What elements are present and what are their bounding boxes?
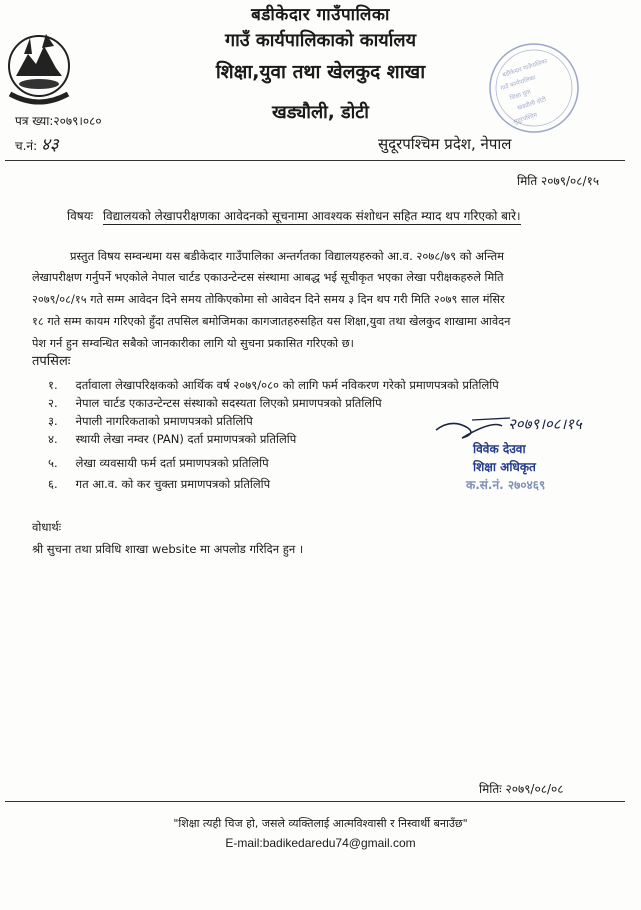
list-item-number: ५.: [48, 456, 58, 470]
list-item-number: ४.: [48, 432, 58, 446]
svg-text:शिक्षा युवा: शिक्षा युवा: [508, 88, 532, 102]
svg-text:बडीकेदार गाउँपालिका: बडीकेदार गाउँपालिका: [501, 57, 549, 79]
header-line-4: खड्यौली, डोटी: [272, 102, 369, 123]
patra-sankhya: पत्र ख्या:२०७९।०८०: [15, 114, 102, 128]
signature-date: २०७९।०८।१५: [508, 415, 582, 433]
list-item: [48, 396, 382, 411]
list-item-text: नेपाली नागरिकताको प्रमाणपत्रको प्रतिलिपि: [75, 414, 253, 428]
subject-text: विद्यालयको लेखापरीक्षणका आवेदनको सूचनामा आवश्यक संशोधन सहित म्याद थप गरिएको बारे।: [102, 209, 521, 223]
footer-quote: "शिक्षा त्यही चिज हो, जसले व्यक्तिलाई आत्मविश्वासी र निस्वार्थी बनाउँछ": [173, 817, 468, 830]
header-rule: [5, 160, 625, 161]
tapsil-label: तपसिलः: [32, 354, 71, 369]
list-item-text: गत आ.व. को कर चुक्ता प्रमाणपत्रको प्रतिलिपि: [75, 477, 271, 491]
bodharth-text: श्री सुचना तथा प्रविधि शाखा website मा अपलोड गरिदिन हुन ।: [32, 542, 304, 556]
office-stamp: [486, 40, 582, 136]
list-item: [48, 456, 269, 471]
subject-label: विषयः: [67, 209, 94, 223]
svg-text:सुदूरपश्चिम: सुदूरपश्चिम: [512, 111, 539, 126]
subject: [67, 207, 521, 224]
footer-email: E-mail:badikedaredu74@gmail.com: [225, 836, 416, 850]
list-item: [48, 414, 253, 429]
list-item-text: दर्तावाला लेखापरिक्षकको आर्थिक वर्ष २०७९/०८० को लागि फर्म नविकरण गरेको प्रमाणपत्रको प्रतिलिपि: [75, 378, 499, 392]
date-top: मिति २०७९/०८/१५: [517, 174, 600, 188]
list-item-number: १.: [48, 378, 58, 392]
header-line-1: बडीकेदार गाउँपालिका: [251, 5, 390, 25]
signatory-title: शिक्षा अधिकृत: [473, 460, 536, 474]
header-line-3: शिक्षा,युवा तथा खेलकुद शाखा: [215, 61, 426, 83]
svg-text:खड्यौली डोटी: खड्यौली डोटी: [516, 96, 548, 112]
body-line-1: प्रस्तुत विषय सम्वन्धमा यस बडीकेदार गाउँपालिका अन्तर्गतका विद्यालयहरुको आ.व. २०७८/७९ को अन्तिम: [70, 249, 504, 263]
list-item-text: लेखा व्यवसायी फर्म दर्ता प्रमाणपत्रको प्रतिलिपि: [75, 456, 269, 470]
list-item-number: ३.: [48, 414, 58, 428]
list-item: [48, 378, 499, 393]
header-line-2: गाउँ कार्यपालिकाको कार्यालय: [224, 30, 417, 51]
body-line-5: पेश गर्न हुन सम्वन्धित सबैको जानकारीका लागि यो सुचना प्रकासित गरिएको छ।: [32, 337, 354, 350]
svg-text:गाउँ कार्यपालिका: गाउँ कार्यपालिका: [499, 74, 537, 93]
bodharth-label: वोधार्थः: [32, 520, 62, 534]
footer-rule: [5, 801, 625, 802]
date-bottom: मितिः २०७९/०८/०८: [479, 782, 564, 796]
signatory-code: क.सं.नं. २७०४६९: [466, 478, 546, 492]
chalani-number: [15, 132, 59, 155]
chalani-value: ४३: [40, 135, 59, 155]
list-item: [48, 477, 270, 492]
list-item-text: नेपाल चार्टड एकाउन्टेन्टस संस्थाको सदस्यता लिएको प्रमाणपत्रको प्रतिलिपि: [75, 396, 382, 410]
chalani-label: च.नं:: [15, 139, 38, 153]
list-item: [48, 432, 296, 447]
list-item-number: २.: [48, 396, 58, 410]
list-item-text: स्थायी लेखा नम्वर (PAN) दर्ता प्रमाणपत्रको प्रतिलिपि: [75, 432, 297, 446]
list-item-number: ६.: [48, 477, 58, 491]
body-line-4: १८ गते सम्म कायम गरिएकाे हुँदा तपसिल बमोजिमका कागजातहरुसहित यस शिक्षा,युवा तथा खेलकुद शाखामा आवेदन: [32, 315, 511, 328]
body-line-3: २०७९/०८/१५ गते सम्म आवेदन दिने समय तोकिएकोमा सो आवेदन दिने समय ३ दिन थप गरी मिति २०७९ साल मंसिर: [32, 293, 505, 306]
province-line: सुदूरपश्चिम प्रदेश, नेपाल: [378, 135, 512, 153]
body-line-2: लेखापरीक्षण गर्नुपर्ने भएकोले नेपाल चार्टड एकाउन्टेन्टस संस्थामा आबद्ध भई सूचीकृत भएका लेखा परीक्षकहरुले मिति: [32, 271, 504, 284]
signatory-name: विवेक देउवा: [473, 442, 526, 456]
